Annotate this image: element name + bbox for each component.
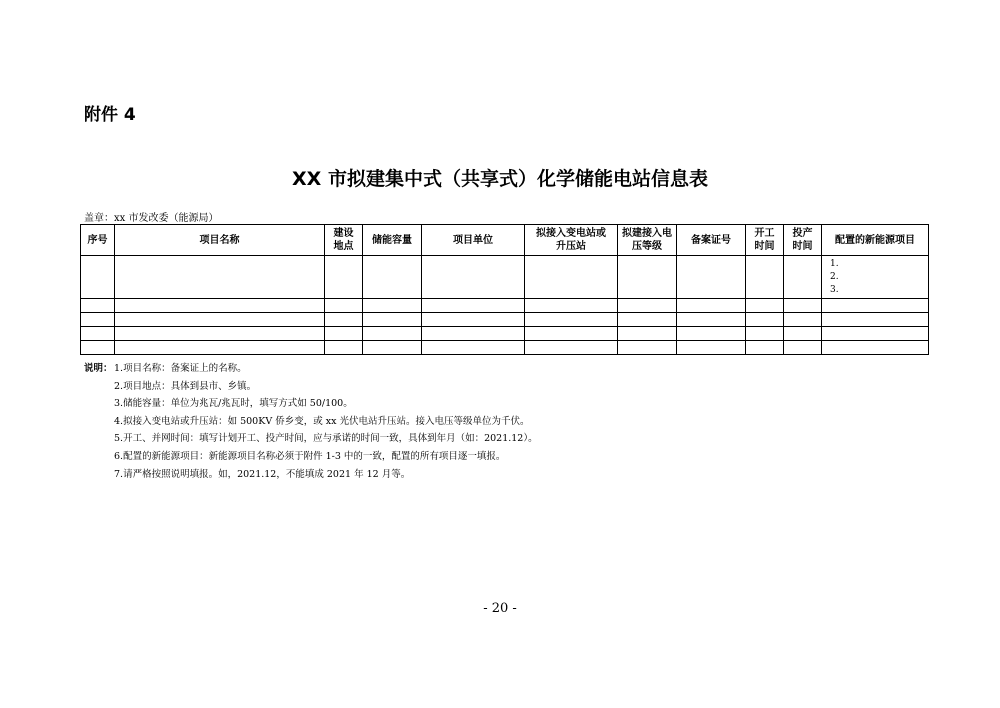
table-cell[interactable] [784,299,822,313]
table-cell[interactable] [81,256,115,299]
table-cell[interactable] [822,299,929,313]
page-title: XX 市拟建集中式（共享式）化学储能电站信息表 [292,168,708,190]
table-cell[interactable] [422,327,525,341]
table-cell[interactable] [422,256,525,299]
note-item [84,360,538,378]
table-cell[interactable] [422,313,525,327]
table-cell[interactable] [784,341,822,355]
table-cell[interactable] [325,256,363,299]
table-cell[interactable] [784,327,822,341]
table-cell[interactable] [677,341,746,355]
table-row [81,299,929,313]
list-item: 3. [830,285,839,295]
table-cell[interactable] [525,327,618,341]
table-cell[interactable] [746,256,784,299]
configured-projects-list [822,256,928,297]
table-cell[interactable] [677,313,746,327]
table-cell[interactable] [525,256,618,299]
table-cell[interactable] [325,299,363,313]
list-item: 1. [830,259,839,269]
header-project-unit: 项目单位 [422,225,525,256]
table-cell[interactable] [325,341,363,355]
attachment-label: 附件 4 [84,105,136,125]
header-index: 序号 [81,225,115,256]
table-cell[interactable] [784,313,822,327]
table-cell[interactable] [677,299,746,313]
configured-projects-cell[interactable] [822,256,929,299]
table-cell[interactable] [325,327,363,341]
table-row [81,256,929,299]
table-cell[interactable] [525,313,618,327]
table-cell[interactable] [115,313,325,327]
note-text: 5.开工、并网时间：填写计划开工、投产时间，应与承诺的时间一致，具体到年月（如：2021.12）。 [114,433,538,445]
table-cell[interactable] [81,341,115,355]
table-header-row [81,225,929,256]
table-cell[interactable] [115,327,325,341]
table-cell[interactable] [746,313,784,327]
table-cell[interactable] [115,299,325,313]
header-operation-time: 投产时间 [784,225,822,256]
note-text: 4.拟接入变电站或升压站：如 500KV 侨乡变，或 xx 光伏电站升压站。接入电压等级单位为千伏。 [114,415,530,427]
table-cell[interactable] [618,341,677,355]
note-item [84,378,538,396]
header-new-energy-projects: 配置的新能源项目 [822,225,929,256]
note-text: 7.请严格按照说明填报。如，2021.12，不能填成 2021 年 12 月等。 [114,468,411,480]
table-cell[interactable] [81,313,115,327]
info-table [80,224,929,355]
table-cell[interactable] [525,341,618,355]
table-cell[interactable] [81,299,115,313]
table-cell[interactable] [422,299,525,313]
table-cell[interactable] [363,256,422,299]
note-item [84,413,538,431]
note-text: 6.配置的新能源项目：新能源项目名称必须于附件 1-3 中的一致，配置的所有项目逐一填报。 [114,450,506,462]
table-cell[interactable] [618,327,677,341]
header-location: 建设地点 [325,225,363,256]
note-text: 2.项目地点：具体到县市、乡镇。 [114,380,257,392]
note-text: 3.储能容量：单位为兆瓦/兆瓦时，填写方式如 50/100。 [114,398,353,410]
note-item [84,466,538,484]
note-item [84,430,538,448]
notes-lead: 说明： [84,363,113,374]
table-cell[interactable] [618,299,677,313]
table-cell[interactable] [618,256,677,299]
note-text: 1.项目名称：备案证上的名称。 [114,363,247,374]
table-cell[interactable] [115,256,325,299]
table-cell[interactable] [822,313,929,327]
notes-section [84,360,538,483]
table-cell[interactable] [784,256,822,299]
table-cell[interactable] [746,341,784,355]
table-cell[interactable] [363,341,422,355]
stamp-line: 盖章：xx 市发改委（能源局） [84,213,219,224]
table-row [81,313,929,327]
table-cell[interactable] [363,299,422,313]
table-row [81,341,929,355]
header-project-name: 项目名称 [115,225,325,256]
header-filing-number: 备案证号 [677,225,746,256]
table-cell[interactable] [363,313,422,327]
table-cell[interactable] [115,341,325,355]
table-cell[interactable] [677,327,746,341]
header-capacity: 储能容量 [363,225,422,256]
table-cell[interactable] [746,299,784,313]
note-item [84,395,538,413]
table-row [81,327,929,341]
table-cell[interactable] [422,341,525,355]
note-item [84,448,538,466]
table-cell[interactable] [618,313,677,327]
table-cell[interactable] [81,327,115,341]
header-substation: 拟接入变电站或升压站 [525,225,618,256]
page-number: - 20 - [483,601,517,616]
table-cell[interactable] [525,299,618,313]
table-cell[interactable] [325,313,363,327]
table-cell[interactable] [677,256,746,299]
table-cell[interactable] [822,327,929,341]
header-start-time: 开工时间 [746,225,784,256]
table-cell[interactable] [746,327,784,341]
table-cell[interactable] [822,341,929,355]
header-voltage-level: 拟建接入电压等级 [618,225,677,256]
table-cell[interactable] [363,327,422,341]
list-item: 2. [830,272,839,282]
